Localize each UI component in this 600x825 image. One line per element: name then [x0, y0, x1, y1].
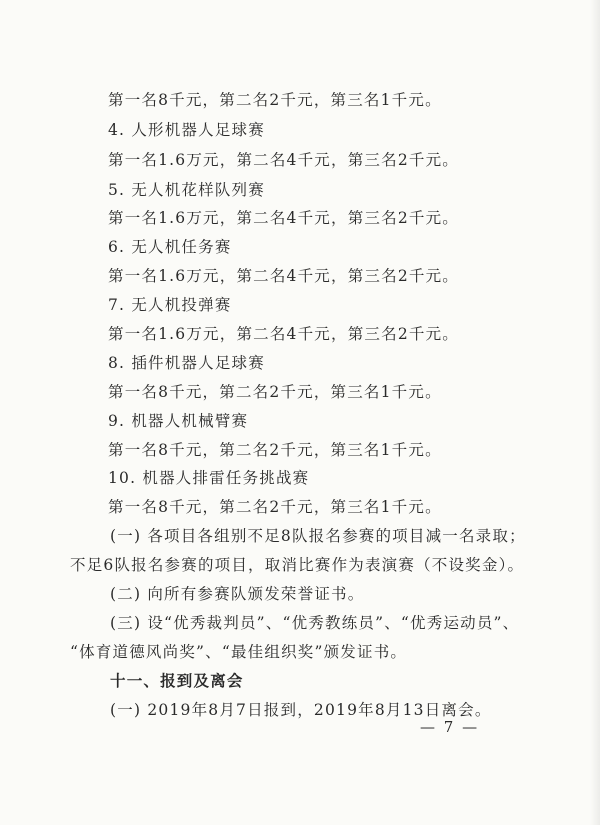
page-number: — 7 — — [420, 718, 480, 736]
section-heading: 十一、报到及离会 — [110, 672, 244, 690]
note-item-2: (二) 向所有参赛队颁发荣誉证书。 — [110, 585, 365, 603]
prize-line: 第一名1.6万元，第二名4千元，第三名2千元。 — [108, 209, 459, 227]
event-title: 4. 人形机器人足球赛 — [108, 121, 265, 139]
note-item-1-continued: 不足6队报名参赛的项目，取消比赛作为表演赛（不设奖金）。 — [70, 556, 525, 574]
prize-line: 第一名8千元，第二名2千元，第三名1千元。 — [108, 441, 442, 459]
note-item-3-continued: “体育道德风尚奖”、“最佳组织奖”颁发证书。 — [70, 643, 408, 661]
note-item-3: (三) 设“优秀裁判员”、“优秀教练员”、“优秀运动员”、 — [110, 614, 520, 632]
event-title: 10. 机器人排雷任务挑战赛 — [108, 469, 310, 487]
prize-line: 第一名1.6万元，第二名4千元，第三名2千元。 — [108, 325, 459, 343]
event-title: 8. 插件机器人足球赛 — [108, 354, 265, 372]
event-title: 6. 无人机任务赛 — [108, 238, 232, 256]
prize-line: 第一名8千元，第二名2千元，第三名1千元。 — [108, 383, 442, 401]
prize-line: 第一名8千元，第二名2千元，第三名1千元。 — [108, 498, 442, 516]
page-edge-shadow — [590, 0, 600, 825]
event-title: 5. 无人机花样队列赛 — [108, 181, 265, 199]
prize-line: 第一名1.6万元，第二名4千元，第三名2千元。 — [108, 151, 459, 169]
prize-line: 第一名1.6万元，第二名4千元，第三名2千元。 — [108, 267, 459, 285]
event-title: 7. 无人机投弹赛 — [108, 296, 232, 314]
prize-line: 第一名8千元，第二名2千元，第三名1千元。 — [108, 91, 442, 109]
section-item-1: (一) 2019年8月7日报到，2019年8月13日离会。 — [110, 701, 492, 719]
note-item-1: (一) 各项目各组别不足8队报名参赛的项目减一名录取； — [110, 527, 526, 545]
event-title: 9. 机器人机械臂赛 — [108, 412, 249, 430]
